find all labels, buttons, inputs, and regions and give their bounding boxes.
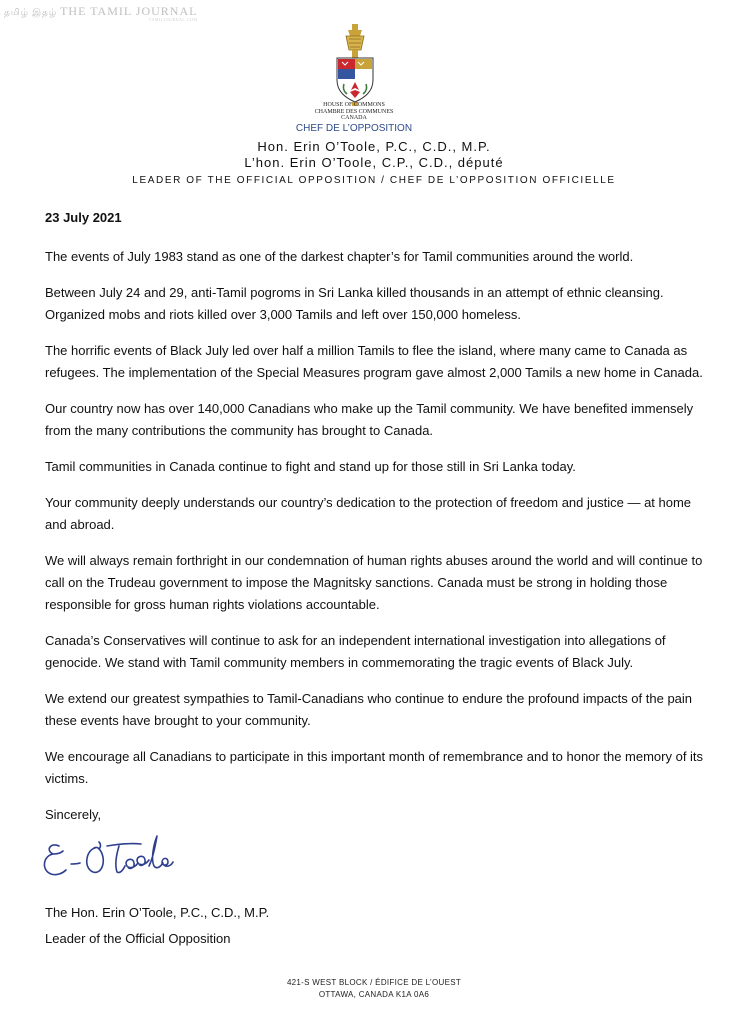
watermark [4,4,197,22]
paragraph: Your community deeply understands our country’s dedication to the protection of freedom and justice — at home and abroad. [45,495,692,532]
paragraph: We extend our greatest sympathies to Tamil-Canadians who continue to endure the profound impacts of the pain these events have brought to your community. [45,691,693,728]
letter-date: 23 July 2021 [45,210,122,225]
paragraph: Canada’s Conservatives will continue to ask for an independent international investigation into allegations of genocide. We stand with Tamil community members in commemorating the tragic events of Black July. [45,633,666,670]
address-footer [0,977,748,1001]
paragraph: Tamil communities in Canada continue to fight and stand up for those still in Sri Lanka today. [45,459,576,474]
watermark-url: TAMILJOURNAL.COM [148,17,198,22]
house-of-commons-crest-icon [330,24,380,106]
paragraph: We encourage all Canadians to participate in this important month of remembrance and to honor the memory of its victims. [45,749,704,786]
paragraph: The horrific events of Black July led over half a million Tamils to flee the island, where many came to Canada as refugees. The implementation of the Special Measures program gave almost 2,000 Tamils a new home in Canada. [45,343,703,380]
signatory-title: Leader of the Official Opposition [45,931,231,946]
sign-off: Sincerely, [45,807,102,822]
house-line-fr: CHAMBRE DES COMMUNES [314,108,394,115]
watermark-tamil: தமிழ் இதழ் [4,7,58,17]
house-line-country: CANADA [341,115,367,121]
address-line-1: 421-S WEST BLOCK / ÉDIFICE DE L’OUEST [286,978,462,987]
paragraph: Our country now has over 140,000 Canadians who make up the Tamil community. We have benefited immensely from the many contributions the community has brought to Canada. [45,401,694,438]
paragraph: Between July 24 and 29, anti-Tamil pogroms in Sri Lanka killed thousands in an attempt of ethnic cleansing. Organized mobs and riots killed over 3,000 Tamils and left over 150,000 homeless. [45,285,664,322]
paragraph: The events of July 1983 stand as one of the darkest chapter’s for Tamil communities around the world. [45,249,634,264]
opposition-office-label: CHEF DE L’OPPOSITION [295,123,413,134]
letterhead-name-en: Hon. Erin O’Toole, P.C., C.D., M.P. [257,139,491,154]
address-line-2: OTTAWA, CANADA K1A 0A6 [318,990,430,999]
letterhead-title: LEADER OF THE OFFICIAL OPPOSITION / CHEF DE L’OPPOSITION OFFICIELLE [132,175,616,186]
watermark-name: THE TAMIL JOURNAL [60,4,198,18]
paragraph: We will always remain forthright in our condemnation of human rights abuses around the world and will continue to call on the Trudeau government to impose the Magnitsky sanctions. Canada must be strong in holding those responsible for gross human rights violations accountable. [45,553,703,612]
signatory-name: The Hon. Erin O’Toole, P.C., C.D., M.P. [45,905,270,920]
house-of-commons-label [274,102,434,122]
house-line-en: HOUSE OF COMMONS [323,102,385,108]
letter-body [45,207,705,952]
letterhead-name-fr: L’hon. Erin O’Toole, C.P., C.D., député [244,155,504,170]
signature [41,832,211,892]
